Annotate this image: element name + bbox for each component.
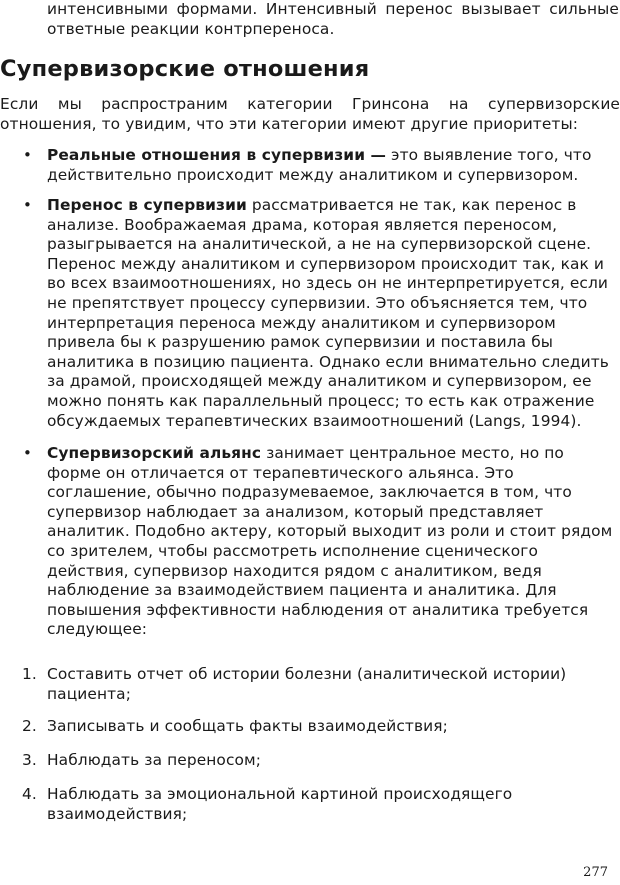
item-number: 4. [22, 785, 37, 803]
bullet-term: Супервизорский альянс [47, 444, 262, 462]
item-text: Записывать и сообщать факты взаимодействия; [47, 717, 448, 735]
bullet-icon: • [23, 146, 32, 164]
intro-paragraph: Если мы распространим категории Гринсона на супервизорские отношения, то увидим, что эти категории имеют другие приоритеты: [0, 95, 620, 133]
numbered-item [0, 717, 619, 737]
bullet-item-transference [0, 196, 619, 432]
item-number: 3. [22, 751, 37, 769]
item-number: 1. [22, 665, 37, 683]
bullet-text: занимает центральное место, но по форме он отличается от терапевтического альянса. Это соглашение, обычно подразумеваемое, заключается в том, что супервизор наблюдает за анализом, который представляет аналитик. Подобно актеру, который выходит из роли и стоит рядом со зрителем, чтобы рассмотреть исполнение сценического действия, супервизор находится рядом с аналитиком, ведя наблюдение за взаимодействием пациента и аналитика. Для повышения эффективности наблюдения от аналитика требуется следующее: [47, 444, 613, 639]
numbered-item [0, 785, 619, 825]
bullet-text: это выявление того, что действительно происходит между аналитиком и супервизором. [47, 146, 592, 184]
bullet-term: Перенос в супервизии [47, 196, 247, 214]
item-number: 2. [22, 717, 37, 735]
item-text: Наблюдать за эмоциональной картиной происходящего взаимодействия; [47, 785, 513, 823]
section-heading: Супервизорские отношения [0, 56, 370, 82]
bullet-term: Реальные отношения в супервизии — [47, 146, 387, 164]
item-text: Наблюдать за переносом; [47, 751, 262, 769]
page-number: 277 [583, 865, 608, 880]
numbered-item [0, 665, 619, 705]
bullet-icon: • [23, 444, 32, 462]
numbered-list [0, 665, 620, 835]
bullet-item-real-relations [0, 146, 619, 186]
bullet-icon: • [23, 196, 32, 214]
bullet-list [0, 146, 620, 652]
numbered-item [0, 751, 619, 771]
bullet-text: рассматривается не так, как перенос в анализе. Воображаемая драма, которая является переносом, разыгрывается на аналитической, а не на супервизорской сцене. Перенос между аналитиком и супервизором происходит так, как и во всех взаимоотношениях, но здесь он не интерпретируется, если не препятствует процессу супервизии. Это объясняется тем, что интерпретация переноса между аналитиком и супервизором привела бы к разрушению рамок супервизии и поставила бы аналитика в позицию пациента. Однако если внимательно следить за драмой, происходящей между аналитиком и супервизором, ее можно понять как параллельный процесс; то есть как отражение обсуждаемых терапевтических взаимоотношений (Langs, 1994). [47, 196, 609, 430]
item-text: Составить отчет об истории болезни (аналитической истории) пациента; [47, 665, 567, 703]
bullet-item-supervisory-alliance [0, 444, 619, 642]
paragraph-continuation: интенсивными формами. Интенсивный перенос вызывает сильные ответные реакции контрпереноса. [47, 0, 619, 38]
